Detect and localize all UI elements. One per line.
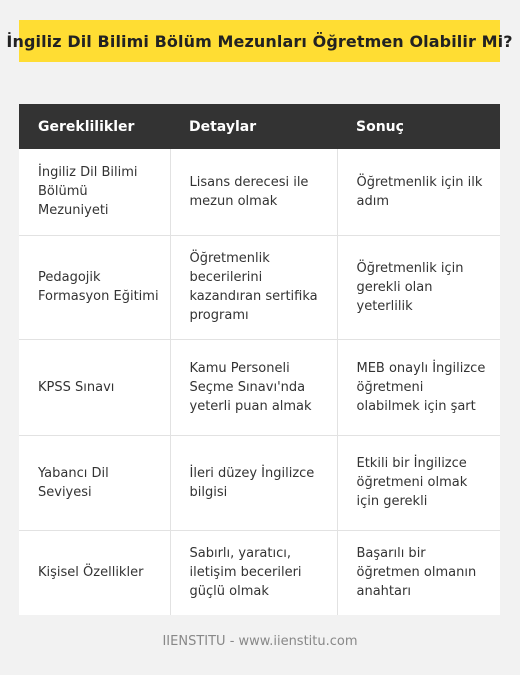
detail-cell: Öğretmenlik becerilerini kazandıran sertifika programı	[170, 235, 337, 339]
table-row	[19, 435, 500, 530]
result-cell: MEB onaylı İngilizce öğretmeni olabilmek için şart	[337, 339, 500, 435]
table-row	[19, 149, 500, 235]
result-cell: Öğretmenlik için ilk adım	[337, 149, 500, 235]
requirements-table	[19, 104, 500, 615]
detail-cell: Lisans derecesi ile mezun olmak	[170, 149, 337, 235]
table-row	[19, 235, 500, 339]
table-row	[19, 339, 500, 435]
header-details: Detaylar	[170, 104, 337, 149]
detail-cell: Kamu Personeli Seçme Sınavı'nda yeterli puan almak	[170, 339, 337, 435]
header-result: Sonuç	[337, 104, 500, 149]
requirement-cell: İngiliz Dil Bilimi Bölümü Mezuniyeti	[19, 149, 170, 235]
header-requirements: Gereklilikler	[19, 104, 170, 149]
detail-cell: Sabırlı, yaratıcı, iletişim becerileri güçlü olmak	[170, 530, 337, 615]
result-cell: Başarılı bir öğretmen olmanın anahtarı	[337, 530, 500, 615]
detail-cell: İleri düzey İngilizce bilgisi	[170, 435, 337, 530]
requirement-cell: Yabancı Dil Seviyesi	[19, 435, 170, 530]
table-header-row	[19, 104, 500, 149]
title-banner	[6, 20, 513, 62]
requirement-cell: Pedagojik Formasyon Eğitimi	[19, 235, 170, 339]
requirements-table-container	[19, 104, 500, 615]
table-row	[19, 530, 500, 615]
result-cell: Etkili bir İngilizce öğretmeni olmak için gerekli	[337, 435, 500, 530]
requirement-cell: Kişisel Özellikler	[19, 530, 170, 615]
result-cell: Öğretmenlik için gerekli olan yeterlilik	[337, 235, 500, 339]
footer-credit: IIENSTITU - www.iienstitu.com	[162, 634, 358, 649]
page-title: İngiliz Dil Bilimi Bölüm Mezunları Öğretmen Olabilir Mi?	[6, 31, 513, 51]
requirement-cell: KPSS Sınavı	[19, 339, 170, 435]
